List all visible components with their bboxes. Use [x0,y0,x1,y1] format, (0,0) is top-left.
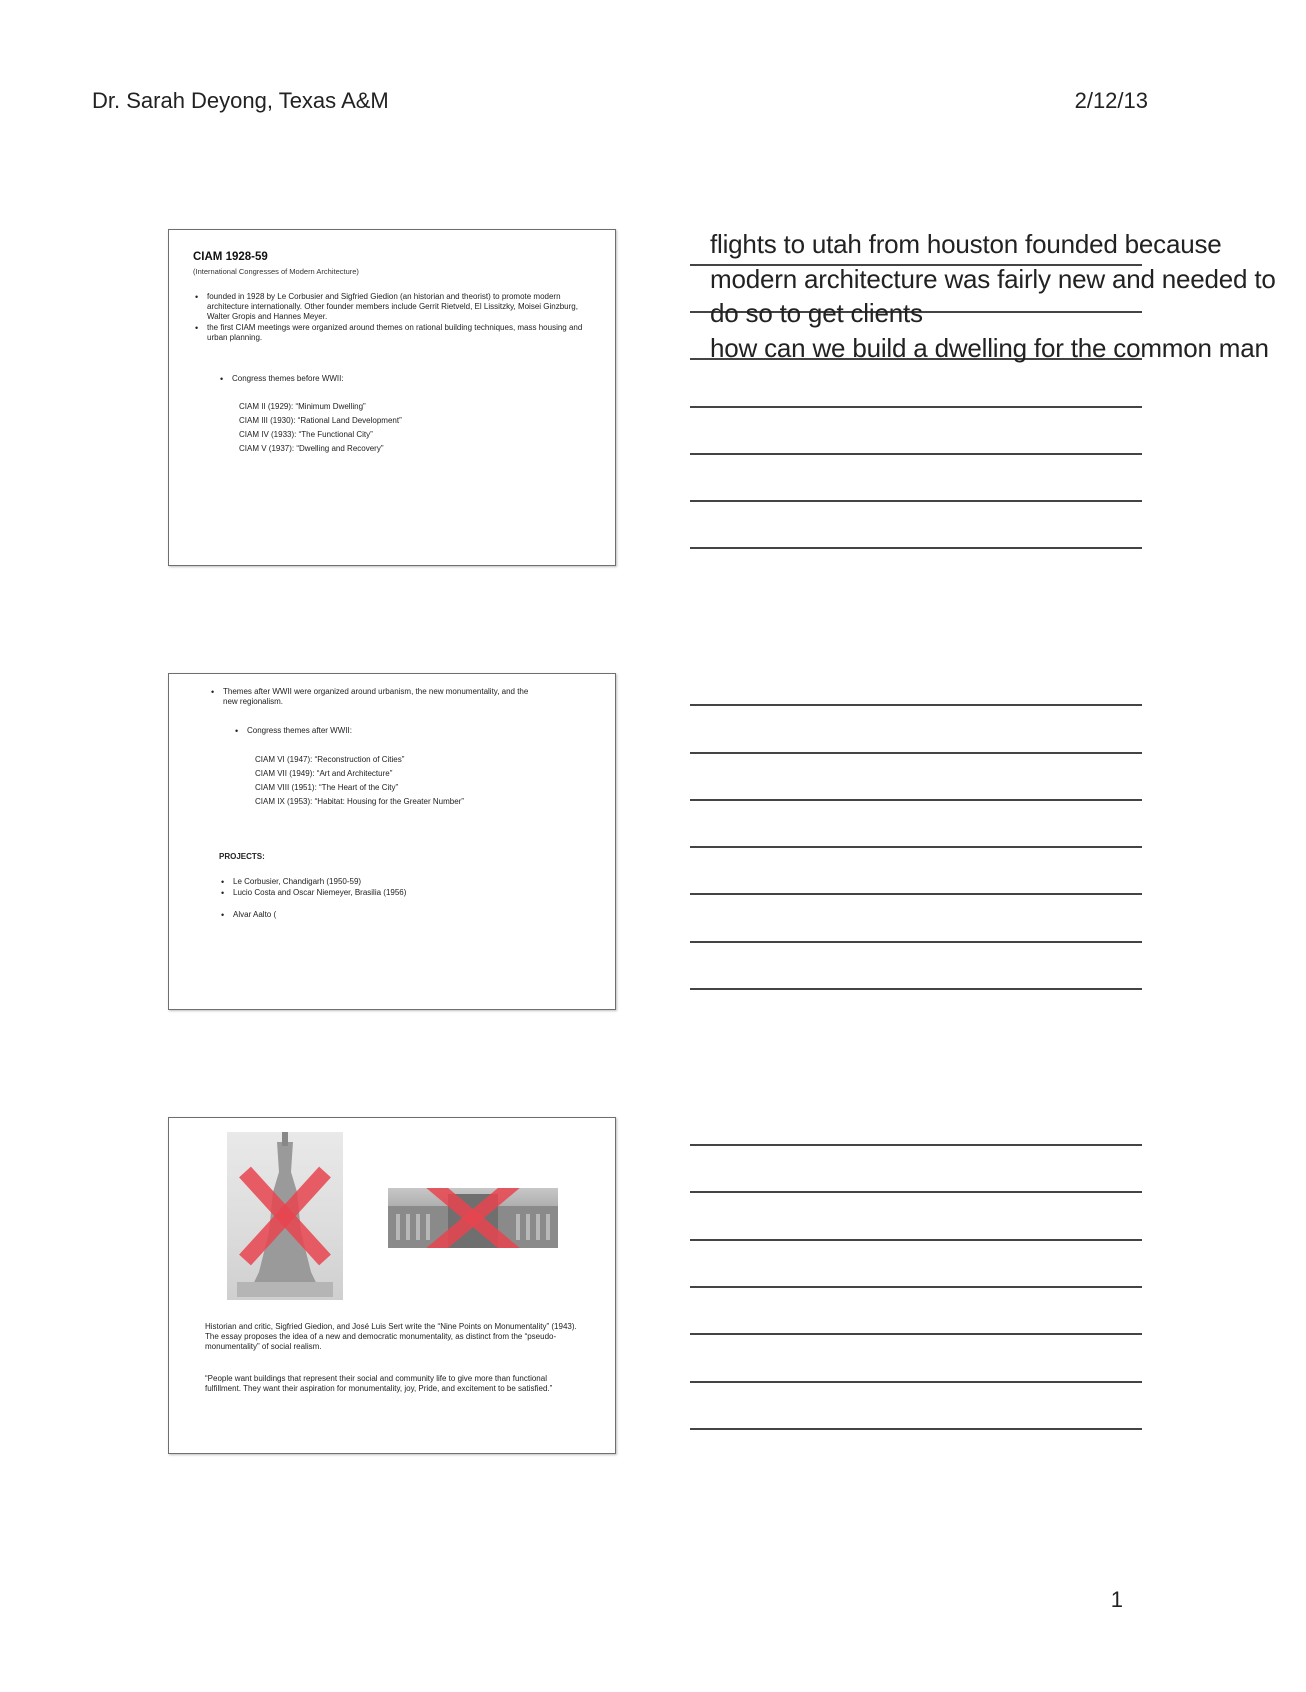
note-line [690,1381,1142,1383]
bullet-list [193,292,593,344]
header-author: Dr. Sarah Deyong, Texas A&M [92,88,389,113]
note-text[interactable]: modern architecture was fairly new and needed to [710,264,1276,294]
note-line [690,1144,1142,1146]
note-line [690,500,1142,502]
note-line [690,704,1142,706]
note-line [690,752,1142,754]
note-line [690,1333,1142,1335]
note-line [690,799,1142,801]
theme-item: CIAM V (1937): “Dwelling and Recovery” [239,444,384,453]
projects-heading: PROJECTS: [219,852,265,861]
slide-title: CIAM 1928-59 [193,251,268,263]
projects-list [219,877,406,921]
bullet-list [209,687,539,708]
note-line [690,1239,1142,1241]
bullet-item: • founded in 1928 by Le Corbusier and Sigfried Giedion (an historian and theorist) to promote modern architecture internationally. Other founder members include Gerrit Rietveld, El Lissitzky, Moisei Ginzburg, Walter Gropis and Hannes Meyer. [193,292,593,322]
themes-list [239,400,402,456]
bullet-item: • Themes after WWII were organized around urbanism, the new monumentality, and the new regionalism. [209,687,539,707]
tower-image [227,1132,343,1300]
note-line [690,941,1142,943]
note-line [690,406,1142,408]
project-item: • Lucio Costa and Oscar Niemeyer, Brasilia (1956) [219,888,406,898]
theme-item: CIAM II (1929): “Minimum Dwelling” [239,402,366,411]
theme-item: CIAM VI (1947): “Reconstruction of Cities” [255,755,405,764]
theme-item: CIAM VIII (1951): “The Heart of the City” [255,783,399,792]
theme-item: CIAM IV (1933): “The Functional City” [239,430,373,439]
theme-item: CIAM IX (1953): “Habitat: Housing for the Greater Number” [255,797,464,806]
project-item: • Le Corbusier, Chandigarh (1950-59) [219,877,406,887]
themes-heading: • Congress themes after WWII: [233,726,352,737]
note-line [690,988,1142,990]
bullet-item: • the first CIAM meetings were organized around themes on rational building techniques, mass housing and urban planning. [193,323,593,343]
themes-list [255,753,464,809]
slide-thumbnail-1 [168,229,616,566]
header-date: 2/12/13 [1074,88,1148,113]
note-line [690,547,1142,549]
slide-subtitle: (International Congresses of Modern Architecture) [193,267,359,276]
note-line [690,846,1142,848]
note-line [690,453,1142,455]
building-image [388,1188,558,1248]
slide-quote: “People want buildings that represent their social and community life to give more than functional fulfillment. They want their aspiration for monumentality, joy, Pride, and excitement to be satisfied.” [205,1374,553,1393]
note-line [690,1428,1142,1430]
slide-thumbnail-2 [168,673,616,1010]
note-line [690,893,1142,895]
project-item: • Alvar Aalto ( [219,910,406,920]
page-number: 1 [1110,1587,1123,1612]
slide-thumbnail-3 [168,1117,616,1454]
note-line [690,1191,1142,1193]
note-text[interactable]: flights to utah from houston founded because [710,229,1222,259]
theme-item: CIAM VII (1949): “Art and Architecture” [255,769,393,778]
themes-heading: • Congress themes before WWII: [218,374,344,385]
note-line [690,1286,1142,1288]
slide-paragraph: Historian and critic, Sigfried Giedion, and José Luis Sert write the “Nine Points on Monumentality” (1943). The essay proposes the idea of a new and democratic monumentality, as distinct from the “pseudo-monumentality” of social realism. [205,1322,577,1351]
theme-item: CIAM III (1930): “Rational Land Development” [239,416,402,425]
note-text[interactable]: how can we build a dwelling for the common man [710,333,1269,363]
note-text[interactable]: do so to get clients [710,298,923,328]
